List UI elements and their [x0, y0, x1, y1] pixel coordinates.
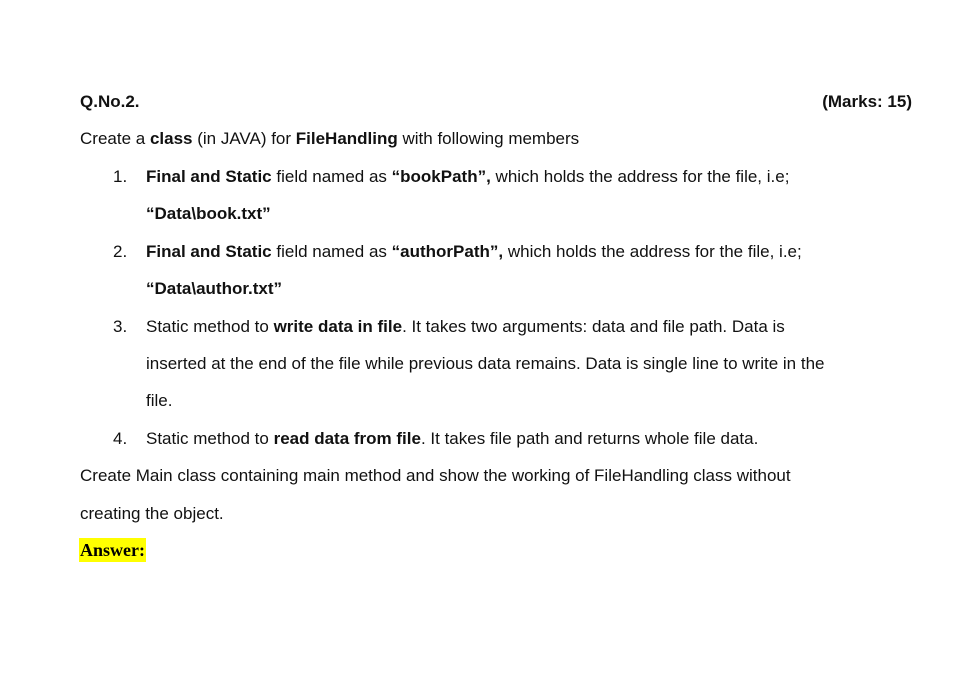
- question-intro: Create a class (in JAVA) for FileHandling with following members: [80, 129, 580, 148]
- closing-text: Create Main class containing main method and show the working of FileHandling class without: [80, 466, 791, 485]
- list-item-continuation: file.: [146, 391, 173, 410]
- list-item-continuation: “Data\book.txt”: [146, 204, 271, 223]
- list-item: 3. Static method to write data in file. It takes two arguments: data and file path. Data is: [113, 317, 785, 336]
- question-header: [80, 91, 912, 113]
- list-item-continuation: “Data\author.txt”: [146, 279, 283, 298]
- list-item-number: 4.: [113, 429, 128, 448]
- list-item: 4. Static method to read data from file. It takes file path and returns whole file data.: [113, 429, 759, 448]
- list-item-number: 2.: [113, 242, 128, 261]
- closing-text: creating the object.: [80, 504, 224, 523]
- answer-label: Answer:: [80, 540, 145, 560]
- question-marks: (Marks: 15): [822, 92, 912, 111]
- list-item: 2. Final and Static field named as “authorPath”, which holds the address for the file, i.e;: [113, 242, 802, 261]
- list-item-continuation: inserted at the end of the file while previous data remains. Data is single line to write in the: [146, 354, 825, 373]
- list-item-number: 1.: [113, 167, 128, 186]
- list-item-number: 3.: [113, 317, 128, 336]
- list-item: 1. Final and Static field named as “bookPath”, which holds the address for the file, i.e;: [113, 167, 790, 186]
- question-number: Q.No.2.: [80, 92, 140, 111]
